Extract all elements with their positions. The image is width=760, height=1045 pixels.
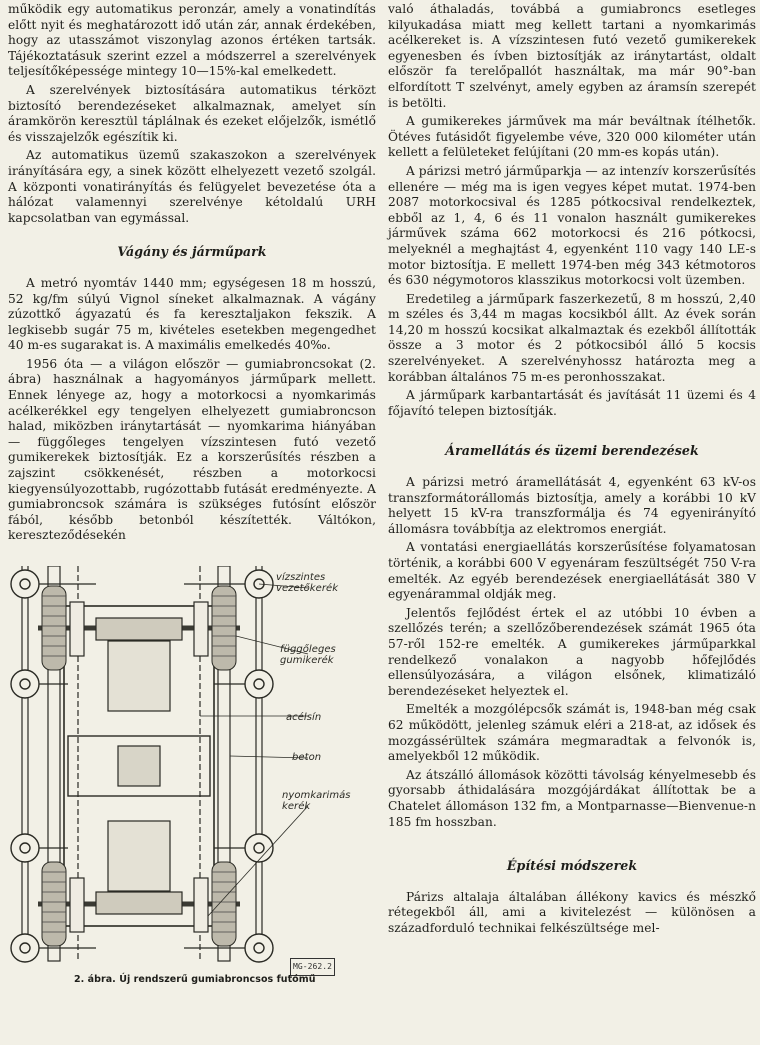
figure-caption: 2. ábra. Új rendszerű gumiabroncsos futómű xyxy=(74,974,316,985)
section-heading-construction-methods: Építési módszerek xyxy=(506,858,638,874)
label-vertical-rubber-tyre: függőleges gumikerék xyxy=(280,644,336,666)
paragraph: Emelték a mozgólépcsők számát is, 1948-ban még csak 62 működött, jelenleg számuk eléri a 218-at, az idősek és mozgássérültek számára megmaradtak a felvonók is, amelyekből 12 működik. xyxy=(388,702,756,764)
paragraph: A párizsi metró járműparkja — az intenzív korszerűsítés ellenére — még ma is igen vegyes képet mutat. 1974-ben 2087 motorkocsival és 1285 pótkocsival rendelkeztek, ebből az 1, 4, 6 és 11 vonalon használt gumikerekes járművek száma 662 motorkocsi és 216 pótkocsi, melyeknél a meghajtást 4, egyenként 110 vagy 140 LE-s motor biztosítja. E mellett 1974-ben még 343 kétmotoros és 630 négymotoros klasszikus motorkocsi volt üzemben. xyxy=(388,163,756,288)
paragraph: Jelentős fejlődést értek el az utóbbi 10 évben a szellőzés terén; a szellőzőberendezések számát 1965 óta 57-ről 152-re emelték. A gumikerekes járműparkkal rendelkező vonalakon a nagyobb hőfejlődés ellensúlyozására, a világon elsőnek, klimatizáló berendezéseket helyeztek el. xyxy=(388,605,756,698)
right-column xyxy=(388,2,756,939)
section-heading-power-supply: Áramellátás és üzemi berendezések xyxy=(445,443,699,459)
flanged-wheel-bl xyxy=(70,878,84,932)
right-paragraphs-c xyxy=(388,890,756,937)
paragraph: A metró nyomtáv 1440 mm; egységesen 18 m hosszú, 52 kg/fm súlyú Vignol síneket alkalmaznak. A vágány zúzottkő ágyazatú és fa keresztaljakon fekszik. A legkisebb sugár 75 m, kivételes esetekben megengedhet 40 m-es sugarakat is. A maximális emelkedés 40‰. xyxy=(8,275,376,353)
left-paragraphs-bottom xyxy=(8,276,376,544)
label-steel-rail: acélsín xyxy=(286,712,322,723)
flanged-wheel-tr xyxy=(194,602,208,656)
bogie-drawing xyxy=(8,566,376,966)
label-horizontal-guide-wheel: vízszintes vezetőkerék xyxy=(276,572,339,594)
paragraph: A gumikerekes járművek ma már beváltnak ítélhetők. Ötéves futásidőt figyelembe véve, 320 000 kilométer után kellett a felületeket felújítani (20 mm-es kopás után). xyxy=(388,114,756,160)
paragraph: Az átszálló állomások közötti távolság kényelmesebb és gyorsabb áthidalására mozgójárdákat állítottak be a Chatelet állomáson 132 fm, a Montparnasse—Bienvenue-n 185 fm hosszban. xyxy=(388,767,756,829)
paragraph: Párizs altalaja általában állékony kavics és mészkő rétegekből áll, ami a kivitelezést — különösen a századforduló technikai felkészültsége mel- xyxy=(388,889,756,935)
right-paragraphs-a xyxy=(388,2,756,419)
flanged-wheel-tl xyxy=(70,602,84,656)
paragraph: működik egy automatikus peronzár, amely a vonatindítás előtt nyit és meghatározott idő után zár, annak érdekében, hogy az utasszámot viszonylag azonos értéken tartsák. Tájékoztatásuk szerint ezzel a módszerrel a szerelvények teljesítőképessége mintegy 10—15%-kal emelkedett. xyxy=(8,2,376,79)
paragraph: A vontatási energiaellátás korszerűsítése folyamatosan történik, a korábbi 600 V egyenáram feszültségét 750 V-ra emelték. Az egyéb berendezések energiaellátását 380 V egyenárammal oldják meg. xyxy=(388,540,756,602)
paragraph: A szerelvények biztosítására automatikus térközt biztosító berendezéseket alkalmaznak, amelyet sín áramkörön keresztül táplálnak és ezeket előjelzők, ismétlő és visszajelzők egészítik ki. xyxy=(8,82,376,144)
paragraph: A járműpark karbantartását és javítását 11 üzemi és 4 főjavító telepen biztosítják. xyxy=(388,388,756,418)
figure-2-bogie-diagram xyxy=(8,566,376,986)
paragraph: Az automatikus üzemű szakaszokon a szerelvények irányítására egy, a sinek között elhelyezett vezető szolgál. A központi vonatirányítás és felügyelet bevezetése óta a hálózat valamennyi szerelvénye kétoldalú URH kapcsolatban van egymással. xyxy=(8,148,376,225)
left-column xyxy=(8,2,376,986)
figure-code: MG-262.2 xyxy=(290,958,335,976)
section-heading-track-rolling-stock: Vágány és járműpark xyxy=(117,244,267,260)
paragraph: 1956 óta — a világon először — gumiabroncsokat (2. ábra) használnak a hagyományos járműpark mellett. Ennek lényege az, hogy a motorkocsi a nyomkarimás acélkerékkel egy tengelyen elhelyezett gumiabroncson halad, miközben iránytartását — nyomkarima hiányában — függőleges tengelyen vízszintesen futó vezető gumikerekek biztosítják. Ez a korszerűsítés részben a zajszint csökkenését, részben a motorkocsi kiegyensúlyozottabb, rugózottabb futását eredményezte. A gumiabroncsok számára is szükséges futósínt először fából, később betonból készítették. Váltókon, kereszteződésekén xyxy=(8,356,376,543)
paragraph: A párizsi metró áramellátását 4, egyenként 63 kV-os transzformátorállomás biztosítja, amely a korábbi 10 kV helyett 15 kV-ra transzformálja és 74 egyenirányító állomásra továbbítja az elektromos energiát. xyxy=(388,475,756,536)
label-concrete: beton xyxy=(292,752,322,763)
bogie-centre xyxy=(118,746,160,786)
paragraph: való áthaladás, továbbá a gumiabroncs esetleges kilyukadása miatt meg kellett tartani a nyomkarimás acélkereket is. A vízszintesen futó vezető gumikerekek egyenesben és ívben biztosítják az iránytartást, oldalt először fa terelőpallót használtak, ma már 90°-ban elfordított T szelvényt, amely egyben az áramsín szerepét is betölti. xyxy=(388,2,756,110)
left-paragraphs-top xyxy=(8,2,376,226)
right-paragraphs-b xyxy=(388,475,756,830)
gearbox-bottom xyxy=(96,892,182,914)
label-flanged-wheel: nyomkarimás kerék xyxy=(282,790,351,812)
flanged-wheel-br xyxy=(194,878,208,932)
paragraph: Eredetileg a járműpark faszerkezetű, 8 m hosszú, 2,40 m széles és 3,44 m magas kocsikból állt. Az évek során 14,20 m hosszú kocsikat alkalmaztak és ezekből állították össze a 3 motor és 2 pótkocsiból álló 5 kocsis szerelvényeket. A szerelvényhossz határozta meg a korábban általános 75 m-es peronhosszakat. xyxy=(388,291,756,384)
motor-bottom xyxy=(108,821,170,891)
motor-top xyxy=(108,641,170,711)
gearbox-top xyxy=(96,618,182,640)
